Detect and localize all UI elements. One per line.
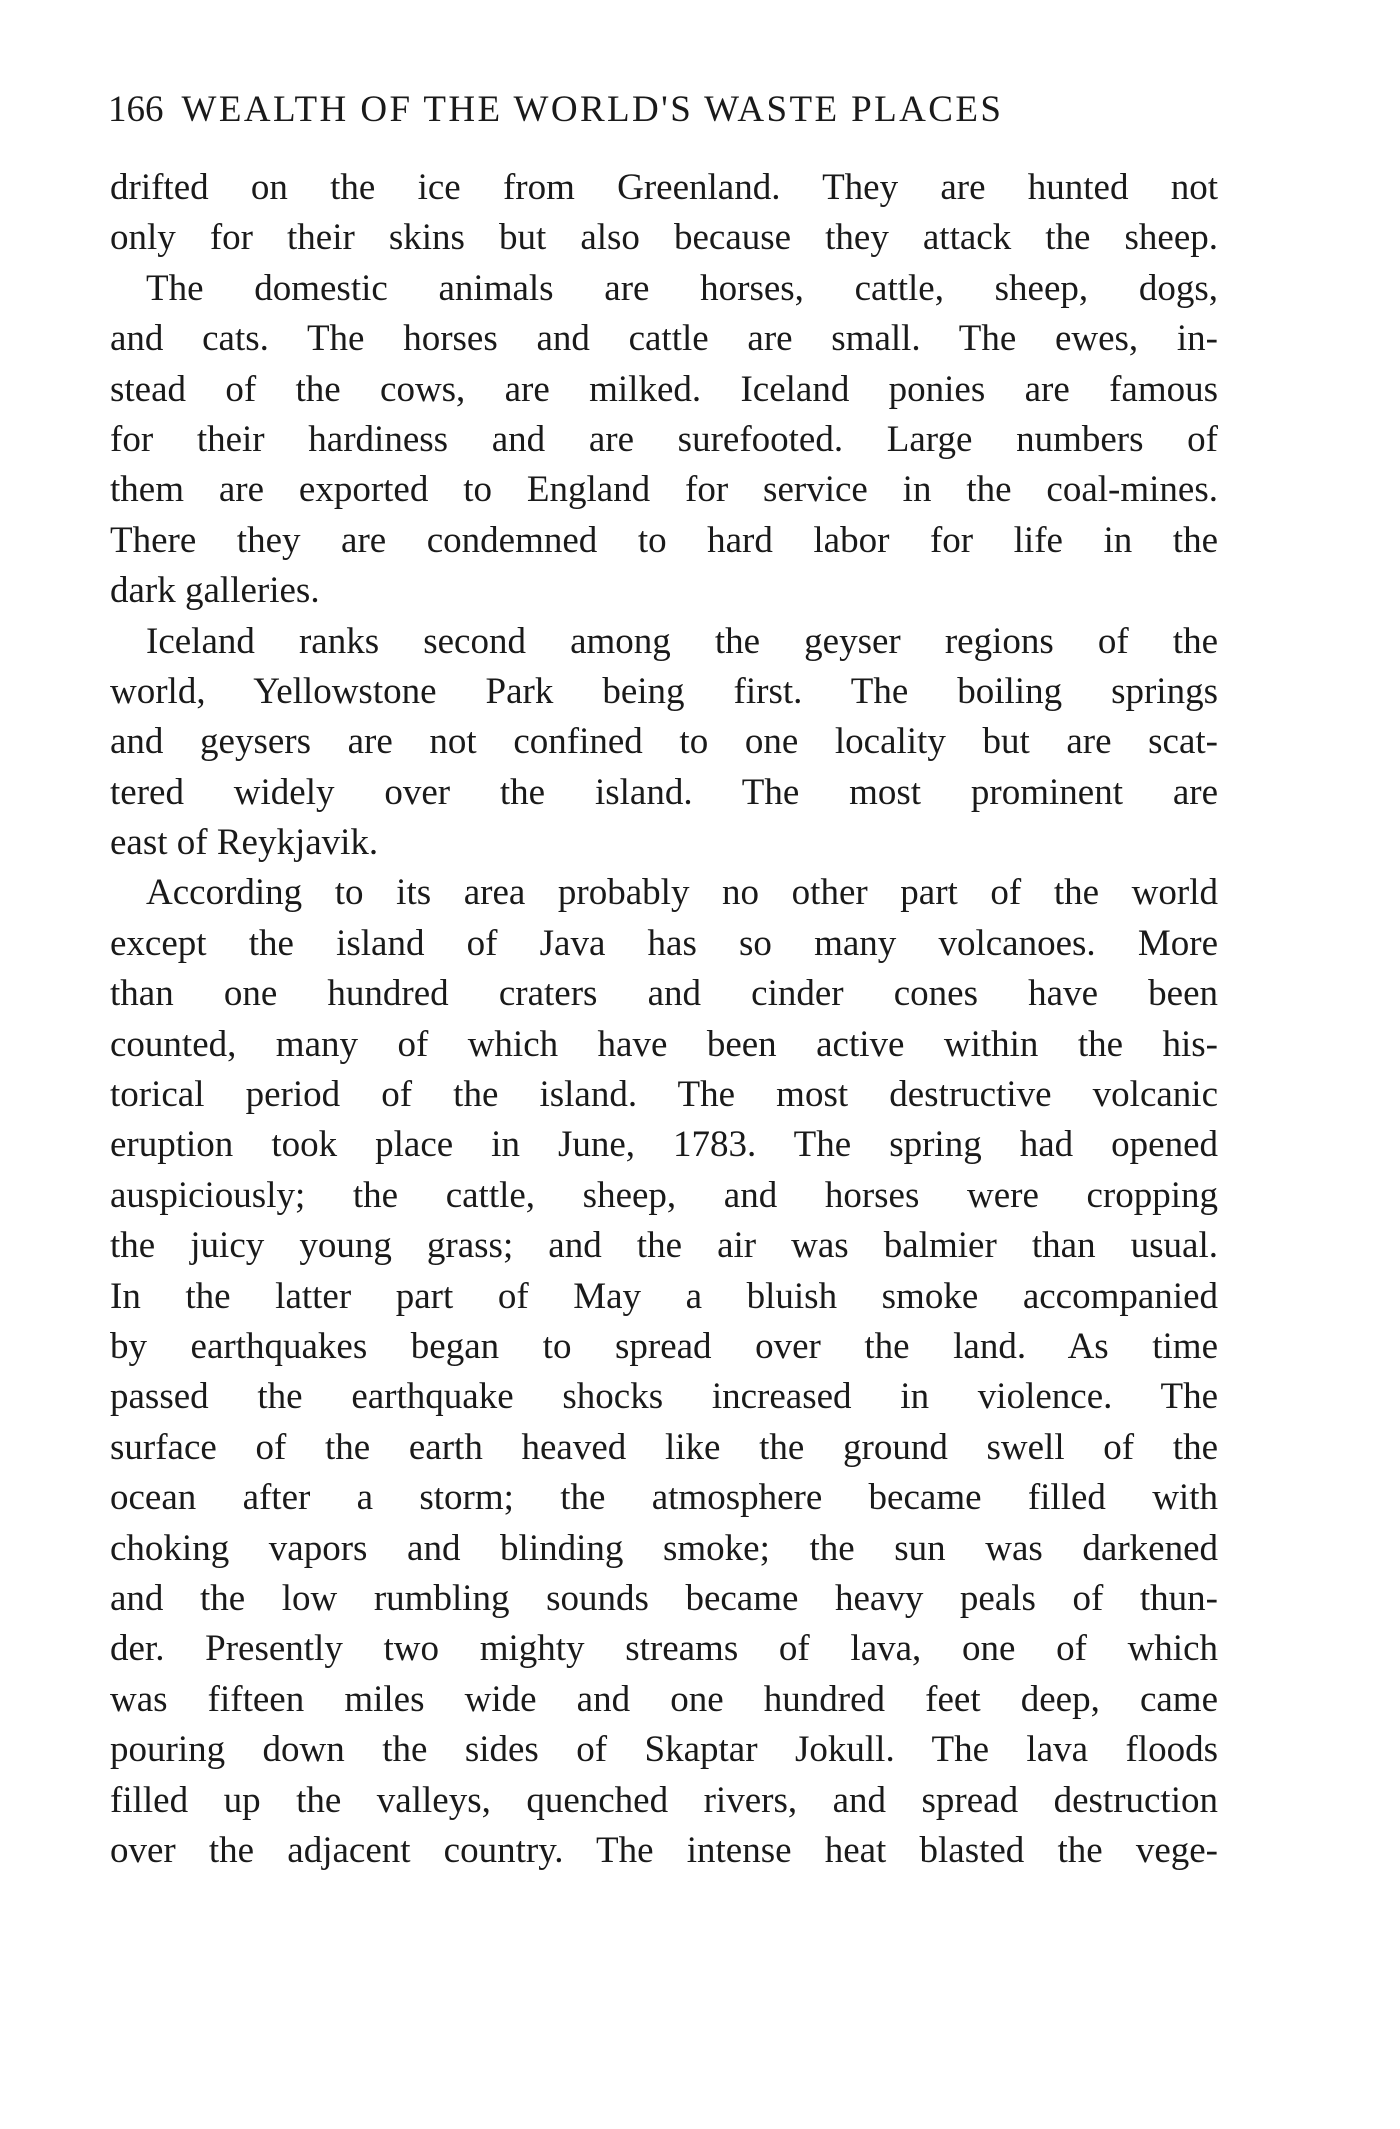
text-line: drifted on the ice from Greenland. They are hunted not [110,167,1218,208]
text-line: except the island of Java has so many volcanoes. More [110,922,1218,964]
text-line: auspiciously; the cattle, sheep, and horses were cropping [110,1174,1218,1216]
running-title: WEALTH OF THE WORLD'S WASTE PLACES [181,89,1004,130]
text-line: der. Presently two mighty streams of lava, one of which [110,1628,1218,1670]
running-header [108,88,1128,132]
text-line: east of Reykjavik. [110,822,379,864]
text-line: In the latter part of May a bluish smoke accompanied [110,1275,1218,1317]
page-number: 166 [108,89,164,130]
text-line: the juicy young grass; and the air was balmier than usual. [110,1225,1218,1267]
page-body-text [110,163,1218,1876]
text-line: and geysers are not confined to one locality but are scat- [110,721,1218,763]
text-line: torical period of the island. The most destructive volcanic [110,1074,1218,1116]
text-line: was fifteen miles wide and one hundred feet deep, came [110,1678,1218,1720]
text-line: tered widely over the island. The most prominent are [110,771,1218,813]
text-line: choking vapors and blinding smoke; the sun was darkened [110,1527,1218,1569]
text-line: and the low rumbling sounds became heavy peals of thun- [110,1577,1218,1619]
text-line: and cats. The horses and cattle are small. The ewes, in- [110,318,1218,360]
text-line: for their hardiness and are surefooted. Large numbers of [110,418,1218,460]
text-line: There they are condemned to hard labor for life in the [110,519,1218,561]
text-line: only for their skins but also because they attack the sheep. [110,217,1218,259]
text-line: pouring down the sides of Skaptar Jokull. The lava floods [110,1729,1218,1771]
text-line: world, Yellowstone Park being first. The boiling springs [110,670,1218,712]
text-line: them are exported to England for service in the coal-mines. [110,469,1218,511]
text-line: ocean after a storm; the atmosphere became filled with [110,1477,1218,1519]
text-line: passed the earthquake shocks increased in violence. The [110,1376,1218,1418]
text-line: stead of the cows, are milked. Iceland ponies are famous [110,368,1218,410]
text-line: The domestic animals are horses, cattle, sheep, dogs, [146,267,1218,309]
text-line: surface of the earth heaved like the ground swell of the [110,1426,1218,1468]
text-line: by earthquakes began to spread over the land. As time [110,1325,1218,1367]
text-line: According to its area probably no other part of the world [146,872,1218,914]
text-line: counted, many of which have been active within the his- [110,1023,1218,1065]
text-line: dark galleries. [110,570,320,612]
text-line: filled up the valleys, quenched rivers, and spread destruction [110,1779,1218,1821]
text-line: over the adjacent country. The intense heat blasted the vege- [110,1829,1218,1871]
text-line: Iceland ranks second among the geyser regions of the [146,620,1218,662]
text-line: than one hundred craters and cinder cones have been [110,973,1218,1015]
text-line: eruption took place in June, 1783. The spring had opened [110,1124,1218,1166]
